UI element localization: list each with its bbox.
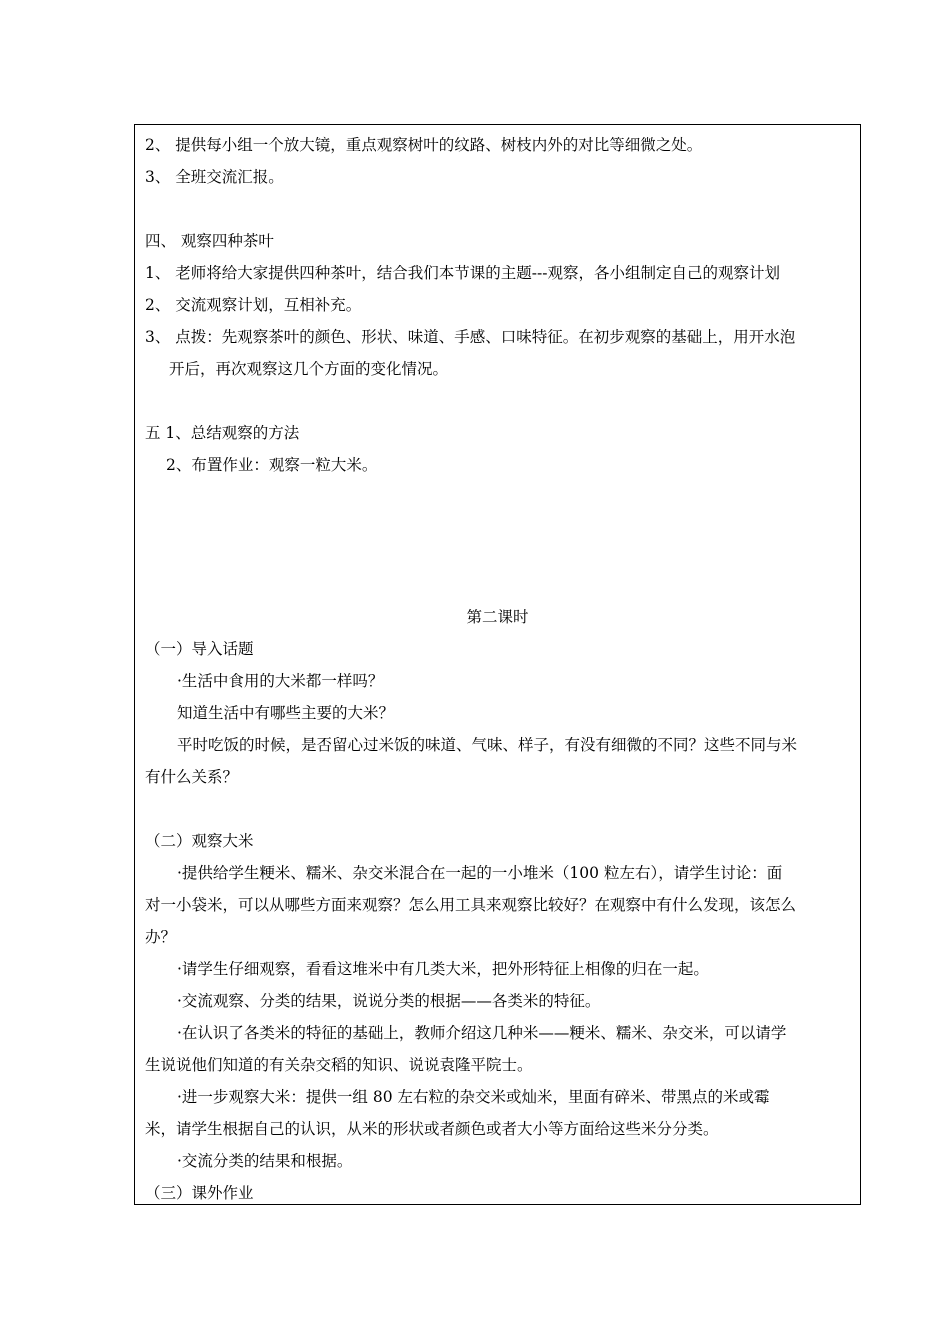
- rice-activity-4: ·在认识了各类米的特征的基础上，教师介绍这几种米——粳米、糯米、杂交米，可以请学: [177, 1024, 787, 1042]
- rice-activity-1-end: 办？: [145, 928, 177, 946]
- part-3-heading: （三）课外作业: [145, 1184, 254, 1202]
- section-5-heading: 五 1、总结观察的方法: [145, 424, 300, 442]
- rice-activity-1: ·提供给学生粳米、糯米、杂交米混合在一起的一小堆米（100 粒左右），请学生讨论：面: [177, 864, 783, 882]
- intro-question-3-cont: 有什么关系？: [145, 768, 239, 786]
- part-1-heading: （一）导入话题: [145, 640, 254, 658]
- step-3-report: 3、 全班交流汇报。: [145, 168, 284, 186]
- tea-step-3-cont: 开后，再次观察这几个方面的变化情况。: [169, 360, 449, 378]
- homework-rice: 2、布置作业：观察一粒大米。: [166, 456, 378, 474]
- intro-question-2: 知道生活中有哪些主要的大米？: [177, 704, 395, 722]
- tea-step-1: 1、 老师将给大家提供四种茶叶，结合我们本节课的主题---观察，各小组制定自己的观察计划: [145, 264, 781, 282]
- step-2-magnifier: 2、 提供每小组一个放大镜，重点观察树叶的纹路、树枝内外的对比等细微之处。: [145, 136, 703, 154]
- intro-question-1: ·生活中食用的大米都一样吗？: [177, 672, 384, 690]
- lesson-2-title: 第二课时: [466, 608, 529, 626]
- rice-activity-2: ·请学生仔细观察，看看这堆米中有几类大米，把外形特征上相像的归在一起。: [177, 960, 709, 978]
- rice-activity-3: ·交流观察、分类的结果，说说分类的根据——各类米的特征。: [177, 992, 601, 1010]
- rice-activity-6: ·交流分类的结果和根据。: [177, 1152, 353, 1170]
- section-4-heading: 四、 观察四种茶叶: [145, 232, 274, 250]
- rice-activity-1-cont: 对一小袋米，可以从哪些方面来观察？怎么用工具来观察比较好？在观察中有什么发现，该怎么: [145, 896, 797, 914]
- part-2-heading: （二）观察大米: [145, 832, 254, 850]
- tea-step-2: 2、 交流观察计划，互相补充。: [145, 296, 362, 314]
- tea-step-3: 3、 点拨：先观察茶叶的颜色、形状、味道、手感、口味特征。在初步观察的基础上，用开水泡: [145, 328, 796, 346]
- intro-question-3: 平时吃饭的时候，是否留心过米饭的味道、气味、样子，有没有细微的不同？这些不同与米: [177, 736, 798, 754]
- rice-activity-5: ·进一步观察大米：提供一组 80 左右粒的杂交米或灿米，里面有碎米、带黑点的米或霉: [177, 1088, 770, 1106]
- rice-activity-4-cont: 生说说他们知道的有关杂交稻的知识、说说袁隆平院士。: [145, 1056, 533, 1074]
- lesson-plan-cell: [134, 124, 861, 1205]
- rice-activity-5-cont: 米，请学生根据自己的认识，从米的形状或者颜色或者大小等方面给这些米分分类。: [145, 1120, 719, 1138]
